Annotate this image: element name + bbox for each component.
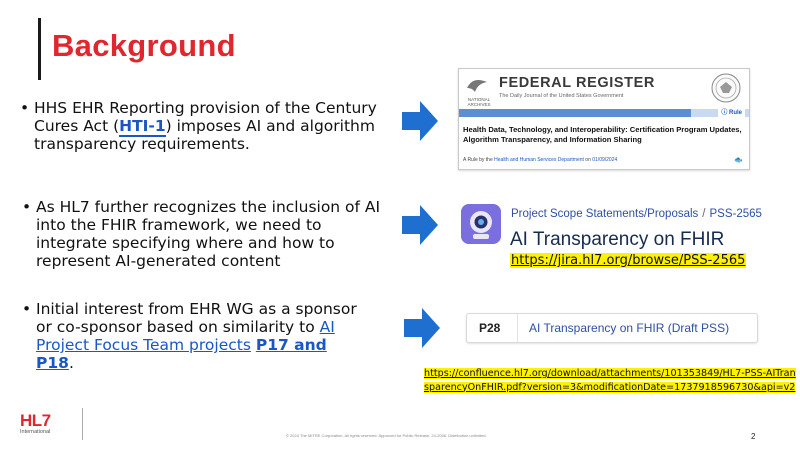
logo-subtext: International [20,429,51,435]
bullet-ehr-wg [22,300,366,372]
federal-register-subtitle: The Daily Journal of the United States Government [499,93,624,99]
footer-divider [82,408,83,440]
bullet-text: . [68,354,74,372]
rule-heading: Health Data, Technology, and Interoperability: Certification Program Updates, Algorithm Transparency, and Information Sharing [463,125,742,144]
federal-register-bar [459,109,749,117]
government-seal-icon [711,73,741,103]
breadcrumb [511,208,762,220]
slide-title: Background [52,28,236,63]
rule-badge: ⓘ Rule [718,109,745,117]
arrow-right-icon [402,101,438,141]
issue-title: AI Transparency on FHIR [510,229,725,250]
ai-project-focus-link[interactable]: AI Project Focus Team projects [36,318,335,354]
agency-link[interactable]: Health and Human Services Department [494,157,584,163]
rule-label: Rule [728,110,742,116]
bullet-text: As HL7 further recognizes the inclusion of AI into the FHIR framework, we need to integrate specifying where and how to represent AI-generated content [36,198,381,270]
project-title-link[interactable]: AI Transparency on FHIR (Draft PSS) [529,321,730,335]
jira-url-link[interactable]: https://jira.hl7.org/browse/PSS-2565 [511,253,746,268]
federal-register-screenshot[interactable] [458,68,750,170]
federal-register-title: FEDERAL REGISTER [499,75,655,91]
breadcrumb-parent[interactable]: Project Scope Statements/Proposals [511,208,699,220]
logo-text: HL7 [20,411,51,430]
hl7-logo [20,411,51,435]
archives-label: NATIONAL ARCHIVES [467,97,491,107]
fish-icon: 🐟 [734,157,743,164]
row-divider [517,314,518,342]
arrow-right-icon [402,205,438,245]
bullet-text: ) imposes AI and algorithm transparency requirements. [34,117,375,153]
title-accent-bar [38,18,41,80]
date-link[interactable]: 01/09/2024 [592,157,618,163]
hti1-link[interactable]: HTI-1 [119,117,166,135]
bullet-dot: • [20,99,30,117]
p17-p18-link[interactable]: P17 and P18 [36,336,327,372]
bullet-text: HHS EHR Reporting provision of the Century Cures Act ( [34,99,377,135]
bullet-dot: • [22,198,32,216]
rule-byline: A Rule by the Health and Human Services Department on 01/09/2024 [463,157,618,163]
bullet-fhir-ai [22,198,396,270]
project-code: P28 [479,321,501,335]
arrow-right-icon [404,308,440,348]
confluence-url-link[interactable]: https://confluence.hl7.org/download/attachments/101353849/HL7-PSS-AITransparencyOnFHIR.pdf?version=3&modificationDate=1737918596730&api=v2 [424,368,796,393]
breadcrumb-issue-id[interactable]: PSS-2565 [709,208,762,220]
bullet-dot: • [22,300,32,318]
breadcrumb-separator: / [702,208,706,220]
national-archives-eagle-icon [465,74,489,98]
copyright-text: © 2024 The MITRE Corporation. All rights reserved. Approved for Public Release. 24-2006. Distribution unlimited. [286,433,487,438]
project-avatar-icon [461,204,501,244]
confluence-page-row[interactable] [466,313,758,343]
page-number: 2 [751,432,756,441]
bullet-hti1 [20,99,394,153]
bullet-text: Initial interest from EHR WG as a sponsor or co-sponsor based on similarity to [36,300,357,336]
